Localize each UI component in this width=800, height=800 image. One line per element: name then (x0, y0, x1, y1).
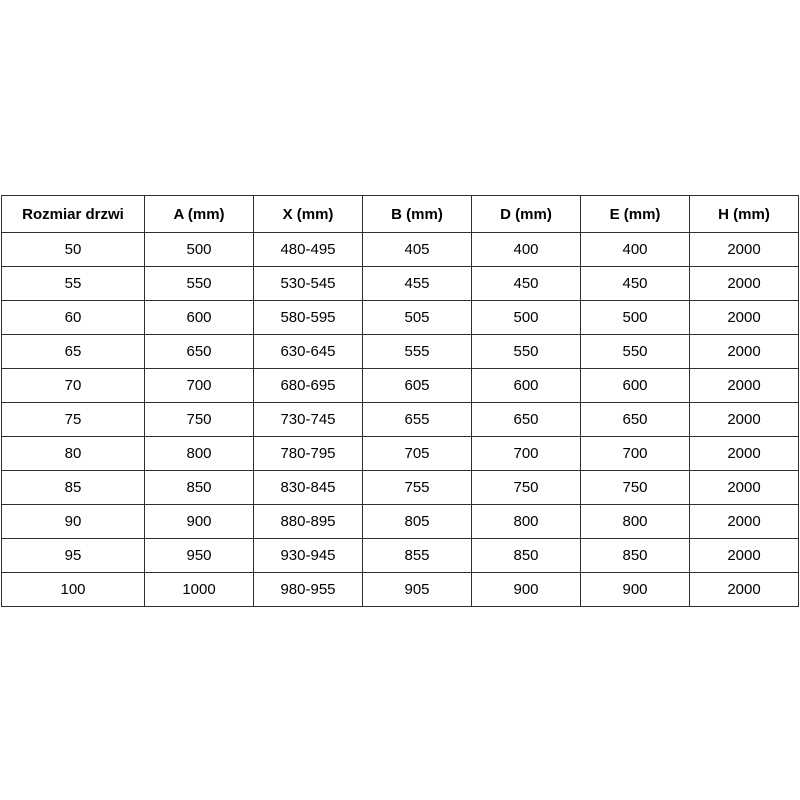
table-cell: 2000 (690, 267, 799, 301)
table-cell: 950 (145, 539, 254, 573)
table-cell: 730-745 (254, 403, 363, 437)
table-cell: 750 (145, 403, 254, 437)
table-cell: 55 (2, 267, 145, 301)
table-cell: 2000 (690, 369, 799, 403)
table-row (2, 233, 799, 267)
table-cell: 755 (363, 471, 472, 505)
table-cell: 700 (581, 437, 690, 471)
column-header-1: A (mm) (145, 196, 254, 233)
table-cell: 530-545 (254, 267, 363, 301)
table-cell: 900 (472, 573, 581, 607)
column-header-5: E (mm) (581, 196, 690, 233)
table-cell: 800 (581, 505, 690, 539)
table-cell: 70 (2, 369, 145, 403)
table-row (2, 471, 799, 505)
table-cell: 80 (2, 437, 145, 471)
table-cell: 900 (581, 573, 690, 607)
table-cell: 930-945 (254, 539, 363, 573)
table-cell: 65 (2, 335, 145, 369)
table-cell: 600 (145, 301, 254, 335)
table-cell: 100 (2, 573, 145, 607)
column-header-0: Rozmiar drzwi (2, 196, 145, 233)
column-header-2: X (mm) (254, 196, 363, 233)
table-cell: 400 (581, 233, 690, 267)
table-cell: 650 (581, 403, 690, 437)
table-body (2, 233, 799, 607)
table-cell: 700 (472, 437, 581, 471)
table-cell: 550 (581, 335, 690, 369)
table-cell: 850 (145, 471, 254, 505)
table-cell: 800 (472, 505, 581, 539)
table-cell: 2000 (690, 403, 799, 437)
table-cell: 850 (581, 539, 690, 573)
table-cell: 680-695 (254, 369, 363, 403)
table-cell: 650 (145, 335, 254, 369)
table-cell: 2000 (690, 437, 799, 471)
column-header-3: B (mm) (363, 196, 472, 233)
table-cell: 60 (2, 301, 145, 335)
table-cell: 605 (363, 369, 472, 403)
table-cell: 480-495 (254, 233, 363, 267)
table-cell: 90 (2, 505, 145, 539)
table-cell: 1000 (145, 573, 254, 607)
table-cell: 630-645 (254, 335, 363, 369)
table-cell: 900 (145, 505, 254, 539)
table-cell: 800 (145, 437, 254, 471)
table-row (2, 369, 799, 403)
table-cell: 85 (2, 471, 145, 505)
table-cell: 705 (363, 437, 472, 471)
table-cell: 2000 (690, 505, 799, 539)
table-cell: 780-795 (254, 437, 363, 471)
table-cell: 450 (472, 267, 581, 301)
table-cell: 400 (472, 233, 581, 267)
table-cell: 550 (472, 335, 581, 369)
table-cell: 655 (363, 403, 472, 437)
table-cell: 980-955 (254, 573, 363, 607)
column-header-6: H (mm) (690, 196, 799, 233)
table-cell: 95 (2, 539, 145, 573)
table-cell: 750 (472, 471, 581, 505)
table-head (2, 196, 799, 233)
table-cell: 555 (363, 335, 472, 369)
door-size-table (1, 195, 799, 607)
table-cell: 500 (472, 301, 581, 335)
table-cell: 830-845 (254, 471, 363, 505)
table-cell: 700 (145, 369, 254, 403)
table-cell: 855 (363, 539, 472, 573)
table-row (2, 539, 799, 573)
table-cell: 75 (2, 403, 145, 437)
table-cell: 580-595 (254, 301, 363, 335)
table-cell: 2000 (690, 471, 799, 505)
table-cell: 450 (581, 267, 690, 301)
table-cell: 750 (581, 471, 690, 505)
table-row (2, 437, 799, 471)
table-header-row (2, 196, 799, 233)
table-cell: 2000 (690, 573, 799, 607)
table-cell: 405 (363, 233, 472, 267)
table-cell: 50 (2, 233, 145, 267)
table-row (2, 505, 799, 539)
table-cell: 550 (145, 267, 254, 301)
table-cell: 2000 (690, 301, 799, 335)
table-cell: 455 (363, 267, 472, 301)
table-cell: 880-895 (254, 505, 363, 539)
table-row (2, 403, 799, 437)
table-row (2, 573, 799, 607)
table-cell: 905 (363, 573, 472, 607)
table-cell: 500 (145, 233, 254, 267)
table-cell: 650 (472, 403, 581, 437)
column-header-4: D (mm) (472, 196, 581, 233)
table-cell: 2000 (690, 539, 799, 573)
table-row (2, 335, 799, 369)
table-cell: 805 (363, 505, 472, 539)
table-cell: 505 (363, 301, 472, 335)
table-row (2, 267, 799, 301)
table-cell: 500 (581, 301, 690, 335)
table-cell: 850 (472, 539, 581, 573)
table-cell: 600 (581, 369, 690, 403)
table-row (2, 301, 799, 335)
table-cell: 2000 (690, 233, 799, 267)
table-cell: 600 (472, 369, 581, 403)
table-cell: 2000 (690, 335, 799, 369)
